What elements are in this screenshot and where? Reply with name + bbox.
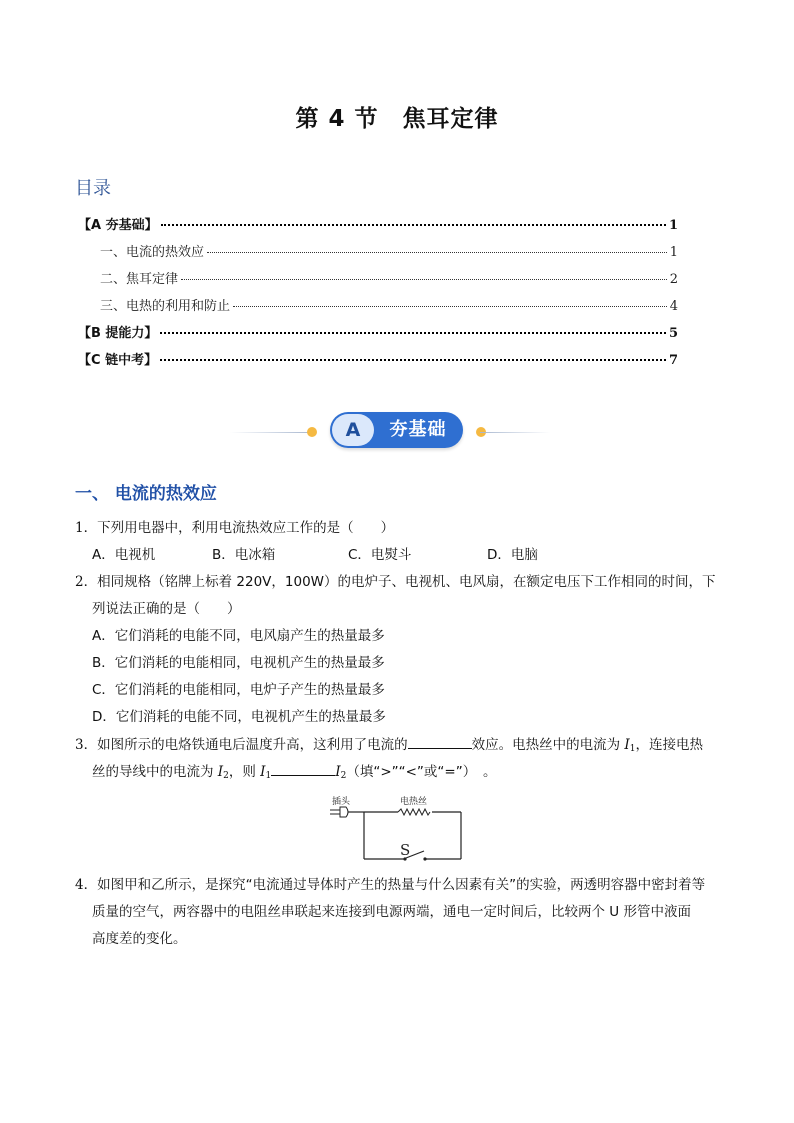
variable-i: I	[260, 764, 266, 780]
toc-entry-label: 【A 夯基础】	[78, 218, 158, 233]
wire-label: 电热丝	[400, 797, 428, 807]
question-number: 1．	[75, 520, 98, 536]
question-text: 如图甲和乙所示，是探究“电流通过导体时产生的热量与什么因素有关”的实验，两透明容器中密封着等	[97, 877, 706, 893]
question-number: 3．	[75, 737, 98, 753]
toc-leader-dots	[160, 332, 666, 334]
heating-coil	[398, 809, 430, 815]
option-a: A．电视机	[92, 547, 156, 563]
toc-entry-page: 4	[669, 299, 678, 314]
question-number: 2．	[75, 574, 98, 590]
question-text: ，连接电热	[635, 737, 703, 753]
toc-entry-c[interactable]	[78, 349, 678, 367]
toc-entry-page: 7	[668, 353, 678, 368]
question-text: （填“>”“<”或“=”） 。	[346, 764, 497, 780]
question-stem: 相同规格（铭牌上标着 220V，100W）的电炉子、电视机、电风扇，在额定电压下工作相同的时间，下	[97, 574, 716, 590]
question-stem: 下列用电器中，利用电流热效应工作的是（ ）	[97, 520, 395, 536]
toc-entry-b[interactable]	[78, 322, 678, 340]
circuit-figure	[326, 793, 466, 863]
plug-icon	[330, 807, 348, 817]
toc-entry-label: 【C 链中考】	[78, 353, 158, 368]
subscript: 2	[340, 771, 347, 781]
toc-leader-dots	[161, 224, 666, 226]
toc-entry-a[interactable]	[78, 214, 678, 232]
toc-leader-dots	[181, 279, 667, 280]
switch-label: S	[400, 841, 411, 859]
question-text: 丝的导线中的电流为	[92, 764, 218, 780]
toc-heading: 目录	[75, 178, 111, 199]
subscript: 1	[629, 744, 636, 754]
question-3-line2	[92, 759, 496, 790]
option-c: C．电熨斗	[348, 547, 412, 563]
question-4	[75, 872, 725, 899]
section-banner	[230, 410, 550, 450]
variable-i: I	[624, 737, 630, 753]
toc-leader-dots	[233, 306, 667, 307]
banner-line-left	[230, 432, 310, 433]
question-text: 效应。电热丝中的电流为	[471, 737, 625, 753]
question-number: 4．	[75, 877, 98, 893]
page-title: 第 4 节 焦耳定律	[295, 106, 499, 132]
option-b: B．电冰箱	[212, 547, 276, 563]
option-d: D．电脑	[487, 547, 538, 563]
question-1	[75, 515, 394, 542]
variable-i: I	[217, 764, 224, 780]
toc-entry-label: 一、电流的热效应	[100, 245, 205, 260]
question-2-line2: 列说法正确的是（ ）	[92, 601, 241, 617]
toc-entry-page: 5	[668, 326, 678, 341]
toc-entry-page: 1	[669, 245, 678, 260]
question-2	[75, 569, 725, 596]
toc-entry-page: 2	[669, 272, 678, 287]
answer-blank[interactable]	[271, 761, 335, 776]
option-b: B．它们消耗的电能相同，电视机产生的热量最多	[92, 655, 385, 671]
option-c: C．它们消耗的电能相同，电炉子产生的热量最多	[92, 682, 385, 698]
option-d: D．它们消耗的电能不同，电视机产生的热量最多	[92, 709, 386, 725]
question-4-line3: 高度差的变化。	[92, 931, 187, 947]
question-4-line2: 质量的空气，两容器中的电阻丝串联起来连接到电源两端，通电一定时间后，比较两个 U 形管中液面	[92, 904, 691, 920]
subscript: 1	[265, 771, 272, 781]
toc-leader-dots	[160, 359, 666, 361]
banner-letter: A	[332, 414, 374, 446]
toc-entry-1[interactable]	[100, 241, 678, 259]
plug-label: 插头	[332, 797, 351, 807]
toc-leader-dots	[207, 252, 667, 253]
subscript: 2	[223, 771, 229, 781]
toc-entry-label: 【B 提能力】	[78, 326, 158, 341]
toc-entry-3[interactable]	[100, 295, 678, 313]
question-text: ，则	[228, 764, 261, 780]
toc-entry-label: 三、电热的利用和防止	[100, 299, 231, 314]
toc-entry-2[interactable]	[100, 268, 678, 286]
banner-dot-icon	[307, 427, 317, 437]
answer-blank[interactable]	[408, 734, 472, 749]
question-text: 如图所示的电烙铁通电后温度升高，这利用了电流的	[97, 737, 408, 753]
banner-line-right	[480, 432, 550, 433]
banner-text: 夯基础	[389, 419, 447, 440]
toc-entry-page: 1	[668, 218, 678, 233]
section-heading: 一、 电流的热效应	[75, 484, 217, 504]
variable-i: I	[335, 764, 341, 780]
option-a: A．它们消耗的电能不同，电风扇产生的热量最多	[92, 628, 385, 644]
toc-entry-label: 二、焦耳定律	[100, 272, 179, 287]
